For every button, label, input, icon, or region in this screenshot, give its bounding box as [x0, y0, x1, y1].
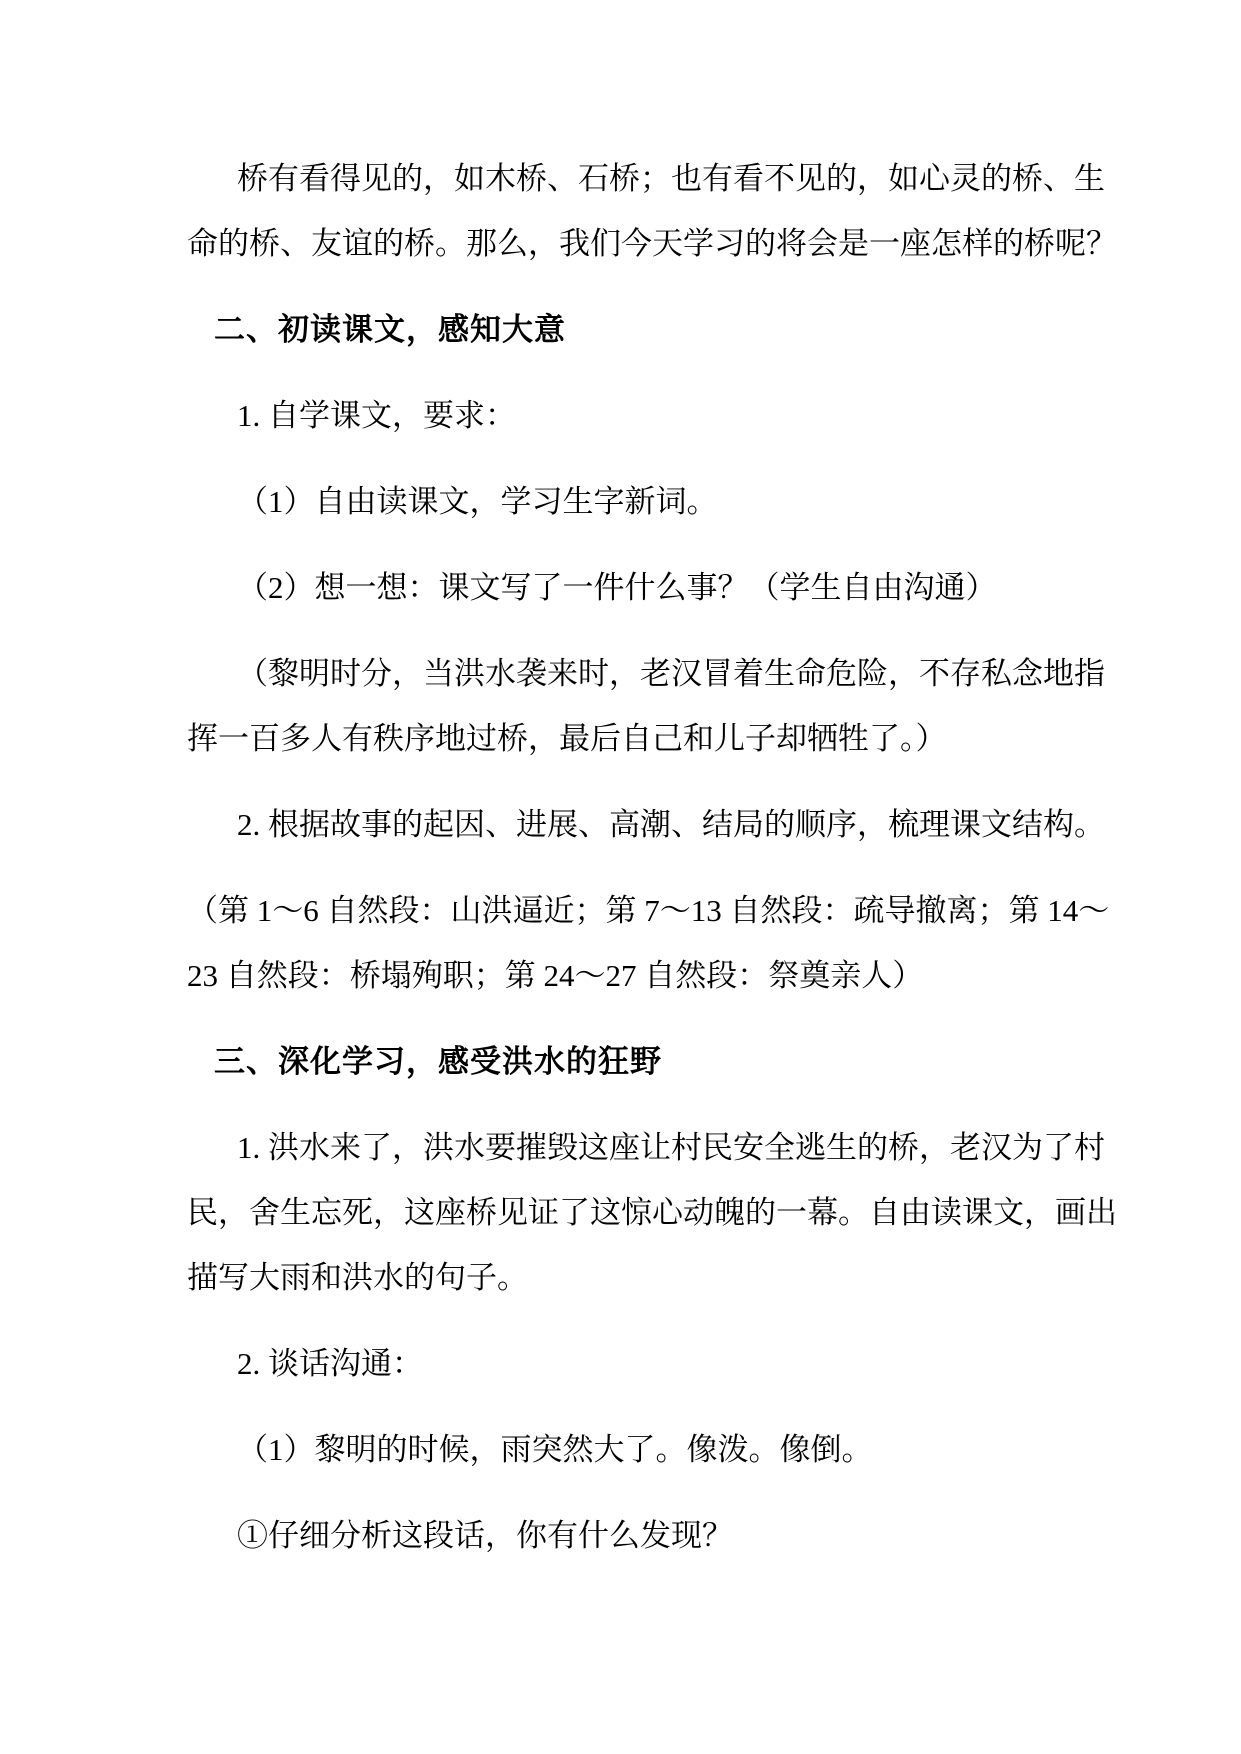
- item-1-flood-paragraph: [187, 1115, 1117, 1310]
- text-line: ①仔细分析这段话，你有什么发现？: [237, 1518, 733, 1553]
- text-line: 2. 根据故事的起因、进展、高潮、结局的顺序，梳理课文结构。: [237, 807, 1105, 842]
- text-line: （1）黎明的时候，雨突然大了。像泼。像倒。: [237, 1432, 873, 1467]
- section-heading-2: [187, 297, 1054, 362]
- structure-answer-paragraph: [187, 878, 1110, 1008]
- text-line: 桥有看得见的，如木桥、石桥；也有看不见的，如心灵的桥、生: [237, 161, 1105, 196]
- text-line: 1. 洪水来了，洪水要摧毁这座让村民安全逃生的桥，老汉为了村: [237, 1130, 1105, 1165]
- heading-text: 二、初读课文，感知大意: [214, 312, 566, 347]
- text-line: 民，舍生忘死，这座桥见证了这惊心动魄的一幕。自由读课文，画出: [187, 1195, 1117, 1230]
- answer-paragraph: [187, 641, 1105, 771]
- section-heading-3: [187, 1029, 1054, 1094]
- text-line: 2. 谈话沟通：: [237, 1346, 423, 1381]
- sub-item-2-think: [187, 555, 1054, 620]
- heading-text: 三、深化学习，感受洪水的狂野: [214, 1044, 662, 1079]
- intro-paragraph: [187, 146, 1117, 276]
- text-line: 挥一百多人有秩序地过桥，最后自己和儿子却牺牲了。）: [187, 721, 947, 756]
- item-1-self-study: [187, 383, 1054, 448]
- text-line: （第 1～6 自然段：山洪逼近；第 7～13 自然段：疏导撤离；第 14～: [187, 893, 1110, 928]
- item-2-talk: [187, 1331, 1054, 1396]
- text-line: 1. 自学课文，要求：: [237, 398, 516, 433]
- item-2-structure: [187, 792, 1105, 857]
- circled-1-analyze: [187, 1503, 1054, 1568]
- text-line: （2）想一想：课文写了一件什么事？（学生自由沟通）: [237, 570, 997, 605]
- sub-item-1-read-freely: [187, 469, 1054, 534]
- text-line: （1）自由读课文，学习生字新词。: [237, 484, 718, 519]
- sub-item-1-dawn-rain: [187, 1417, 1054, 1482]
- text-line: 命的桥、友谊的桥。那么，我们今天学习的将会是一座怎样的桥呢？: [187, 226, 1117, 261]
- text-line: 描写大雨和洪水的句子。: [187, 1260, 528, 1295]
- text-line: （黎明时分，当洪水袭来时，老汉冒着生命危险，不存私念地指: [237, 656, 1105, 691]
- text-line: 23 自然段：桥塌殉职；第 24～27 自然段：祭奠亲人）: [187, 958, 924, 993]
